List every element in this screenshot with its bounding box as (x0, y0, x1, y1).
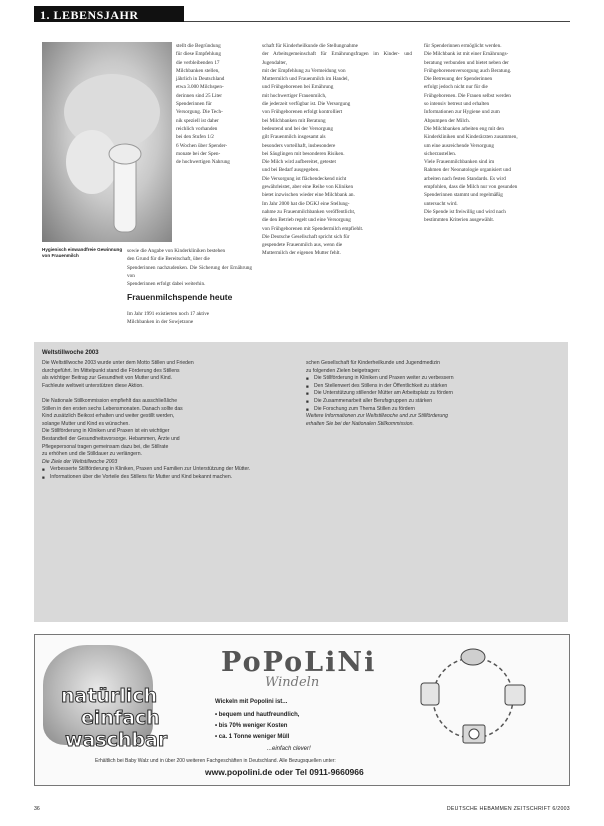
text-line: stellt die Begründung (176, 43, 221, 49)
text-line: Muttermilch und Frauenmilch im Handel, (262, 76, 349, 83)
text-line: reichlich vorhanden (176, 125, 218, 132)
box-bullet: ■ Die Forschung zum Thema Stillen zu fördern (306, 406, 560, 414)
info-box (34, 342, 568, 622)
text-line: gespendete Frauenmilch aus, wenn die (262, 242, 343, 249)
box-bullet: ■ Verbesserte Stillförderung in Kliniken, Praxen und Familien zur Unterstützung der Mütter. (42, 466, 297, 474)
text-line: Muttermilch der eigenen Mutter fehlt. (262, 250, 341, 257)
box-text-line: Bestandteil der Gesundheitsvorsorge. Hebammen, Ärzte und (42, 435, 180, 442)
ad-slogan-2: einfach (81, 707, 160, 729)
text-line: Rahmen der Neonatologie organisiert und (424, 167, 511, 174)
text-line: bei Milchbanken mit Beratung (262, 117, 326, 124)
text-line: arbeiten nach festen Standards. Es wird (424, 175, 506, 182)
ad-bullet-1: • bequem und hautfreundlich, (215, 712, 300, 718)
advertisement[interactable] (34, 634, 570, 786)
text-line: derinnen sind 25 Liter (176, 92, 222, 99)
section-header (34, 6, 184, 22)
text-line: monate bei der Spen- (176, 150, 221, 157)
ad-headline: Wickeln mit Popolini ist... (215, 699, 288, 705)
box-text-line: schen Gesellschaft für Kinderheilkunde und Jugendmedizin (306, 360, 440, 366)
text-line: Kinderkliniken und Kinderärzten zusammen, (424, 134, 518, 141)
box-bullet: ■ Die Zusammenarbeit aller Berufsgruppen zu stärken (306, 398, 560, 406)
text-line: schaft für Kinderheilkunde die Stellungnahme (262, 43, 358, 49)
text-line: Im Jahr 2000 hat die DGKJ eine Stellung- (262, 200, 350, 207)
text-line: Spenderinnen stammt und regelmäßig (424, 192, 503, 199)
text-line: mit hochwertiger Frauenmilch, (262, 92, 327, 99)
box-text-line: Fachleute weltweit unterstützen diese Aktion. (42, 382, 144, 389)
info-box-left (42, 360, 297, 482)
text-line: bedeutend und bei der Versorgung (262, 125, 333, 132)
section-heading: Frauenmilchspende heute (127, 292, 233, 302)
box-text-line: durchgeführt. Im Mittelpunkt stand die Förderung des Stillens (42, 367, 180, 374)
box-text-line: Die Nationale Stillkommission empfiehlt das ausschließliche (42, 397, 178, 404)
photo-caption: Hygienisch einwandfreie Gewinnung von Frauenmilch (42, 247, 123, 258)
text-line: Abpumpen der Milch. (424, 117, 470, 124)
text-line: Die Milch wird aufbereitet, getestet (262, 159, 336, 166)
text-column-1-after (127, 310, 252, 327)
text-line: den Grund für die Bereitschaft, über die (127, 256, 210, 263)
text-line: beratung verbunden und bietet neben der (424, 59, 509, 66)
box-bullet: ■ Die Stillförderung in Kliniken und Praxen weiter zu verbessern (306, 375, 560, 383)
ad-footer-text: Erhältlich bei Baby Walz und in über 200 weiteren Fachgeschäften in Deutschland. Alle Bezugsquellen unter: (95, 758, 336, 764)
text-line: untersucht wird. (424, 200, 458, 207)
box-bullet: ■ Die Unterstützung stillender Mütter am Arbeitsplatz zu fördern (306, 390, 560, 398)
text-line: gilt Frauenmilch insgesamt als (262, 134, 326, 141)
info-box-title: Weltstillwoche 2003 (42, 350, 99, 356)
text-line: Die Betreuung der Spenderinnen (424, 76, 493, 83)
popolini-logo: PoPoLiNi (221, 647, 377, 678)
photo-illustration (42, 42, 172, 242)
box-text-line (42, 390, 297, 398)
text-line: für diese Empfehlung (176, 51, 221, 58)
info-box-right (306, 360, 560, 428)
text-line: besonders vorteilhaft, insbesondere (262, 142, 336, 149)
box-note: erhalten Sie bei der Nationalen Stillkommission. (306, 420, 414, 427)
box-text-line: Kind zusätzlich Beikost erhalten und weiter gestillt werden, (42, 413, 175, 420)
text-line: die jederzeit verfügbar ist. Die Versorgung (262, 101, 351, 108)
text-line: etwa 3.000 Milchspen- (176, 84, 224, 91)
box-subheading: Die Ziele der Weltstillwoche 2003 (42, 458, 118, 465)
diaper-cycle-illustration (385, 643, 560, 753)
text-line: Viele Frauenmilchbanken sind im (424, 159, 495, 166)
box-bullet: ■ Den Stellenwert des Stillens in der Öffentlichkeit zu stärken (306, 383, 560, 391)
ad-contact[interactable]: www.popolini.de oder Tel 0911-9660966 (205, 767, 364, 777)
text-column-2 (262, 42, 412, 258)
text-column-1 (176, 42, 252, 166)
text-line: um eine ausreichende Versorgung (424, 142, 494, 149)
box-text-line: zu folgenden Zielen beigetragen: (306, 367, 381, 374)
box-text-line: zu erhöhen und die Stilldauer zu verlängern. (42, 451, 142, 458)
box-text-line: Stillen in den ersten sechs Lebensmonaten. Danach sollte das (42, 405, 183, 412)
text-line: Die Milchbank ist mit einer Ernährungs- (424, 51, 509, 58)
text-column-1-lower (127, 247, 252, 288)
text-line: die verbleibenden 17 (176, 59, 220, 66)
text-line: bei den Stufen 1/2 (176, 134, 214, 141)
text-line: Die Spende ist freiwillig und wird nach (424, 208, 506, 215)
ad-tagline: ...einfach clever! (267, 746, 311, 752)
section-title: 1. LEBENSJAHR (40, 8, 139, 22)
text-line: Frühgeborenenversorgung auch Beratung. (424, 67, 512, 74)
text-line: Die Versorgung ist flächendeckend nicht (262, 175, 347, 182)
text-line: Frühgeborenen. Die Frauen selbst werden (424, 92, 511, 99)
ad-bullet-2: • bis 70% weniger Kosten (215, 723, 288, 729)
text-line: sowie die Angabe von Kinderkliniken bestehen (127, 248, 226, 254)
text-line: so intensiv betreut und erhalten (424, 101, 490, 108)
text-line: von Frühgeborenen mit Spendermilch empfiehlt. (262, 225, 364, 232)
text-line: nahme zu Frauenmilchbanken veröffentlicht, (262, 208, 356, 215)
header-rule (184, 21, 570, 22)
text-line: Im Jahr 1991 existierten noch 17 aktive (127, 311, 210, 317)
text-line: Spenderinnen erfolgt dabei weiterhin. (127, 281, 206, 288)
text-line: und bei Bedarf ausgegeben. (262, 167, 320, 174)
box-note: Weitere Informationen zur Weltstillwoche und zur Stillförderung (306, 413, 448, 420)
logo-subtitle: Windeln (265, 675, 320, 690)
text-line: Milchbanken in der Sowjetzone (127, 319, 194, 326)
text-line: de hochwertigen Nahrung (176, 159, 230, 166)
text-line: bietet inzwischen wieder eine Milchbank an. (262, 192, 355, 199)
ad-slogan-1: natürlich (61, 685, 158, 707)
text-line: bestimmten Kriterien ausgewählt. (424, 217, 495, 224)
text-line: sicherzustellen. (424, 150, 457, 157)
text-line: und Frühgeborenen bei Ernährung (262, 84, 334, 91)
box-text-line: Die Weltstillwoche 2003 wurde unter dem Motto Stillen und Frieden (42, 360, 194, 366)
text-line: 6 Wochen über Spender- (176, 142, 228, 149)
text-line: Spenderinnen für (176, 101, 212, 108)
text-line: mit der Empfehlung zu Vermeidung von (262, 67, 346, 74)
page-number: 36 (34, 806, 40, 812)
breastpump-photo (42, 42, 172, 242)
journal-name: DEUTSCHE HEBAMMEN ZEITSCHRIFT 6/2003 (446, 806, 570, 812)
text-line: Spenderinnen nachzudenken. Die Sicherung der Ernährung von (127, 264, 252, 279)
text-line: bei Säuglingen mit besonderen Risiken. (262, 150, 345, 157)
text-line: jährlich in Deutschland (176, 76, 225, 83)
text-line: nik speziell ist daher (176, 117, 219, 124)
text-line: der Arbeitsgemeinschaft für Ernährungsfragen im Kinder- und Jugendalter, (262, 51, 412, 66)
text-line: gewährleistet, aber eine Reihe von Kliniken (262, 184, 354, 191)
text-line: Die Deutsche Gesellschaft spricht sich für (262, 233, 350, 240)
text-line: erfolgt jedoch nicht nur für die (424, 84, 488, 91)
text-line: für Spenderinnen ermöglicht werden. (424, 43, 502, 49)
box-text-line: Die Stillförderung in Kliniken und Praxen ist ein wichtiger (42, 428, 170, 435)
box-text-line: Pflegepersonal tragen gemeinsam dazu bei, die Stillrate (42, 443, 169, 450)
box-bullet: ■ Informationen über die Vorteile des Stillens für Mutter und Kind bekannt machen. (42, 474, 297, 482)
box-text-line: als wichtiger Beitrag zur Gesundheit von Mutter und Kind. (42, 375, 172, 382)
text-line: Die Milchbanken arbeiten eng mit den (424, 125, 504, 132)
text-line: Informationen zur Hygiene und zum (424, 109, 500, 116)
text-line: Milchbanken stellen, (176, 67, 220, 74)
text-line: von Frühgeborenen erfolgt kontrolliert (262, 109, 343, 116)
text-line: Versorgung. Die Tech- (176, 109, 223, 116)
ad-slogan-3: waschbar (65, 729, 168, 751)
text-line: die den Betrieb regelt und eine Versorgung (262, 217, 351, 224)
box-text-line: solange Mutter und Kind es wünschen. (42, 420, 130, 427)
text-column-3 (424, 42, 568, 225)
text-line: empfohlen, dass die Milch nur von gesunden (424, 184, 518, 191)
ad-bullet-3: • ca. 1 Tonne weniger Müll (215, 734, 290, 740)
